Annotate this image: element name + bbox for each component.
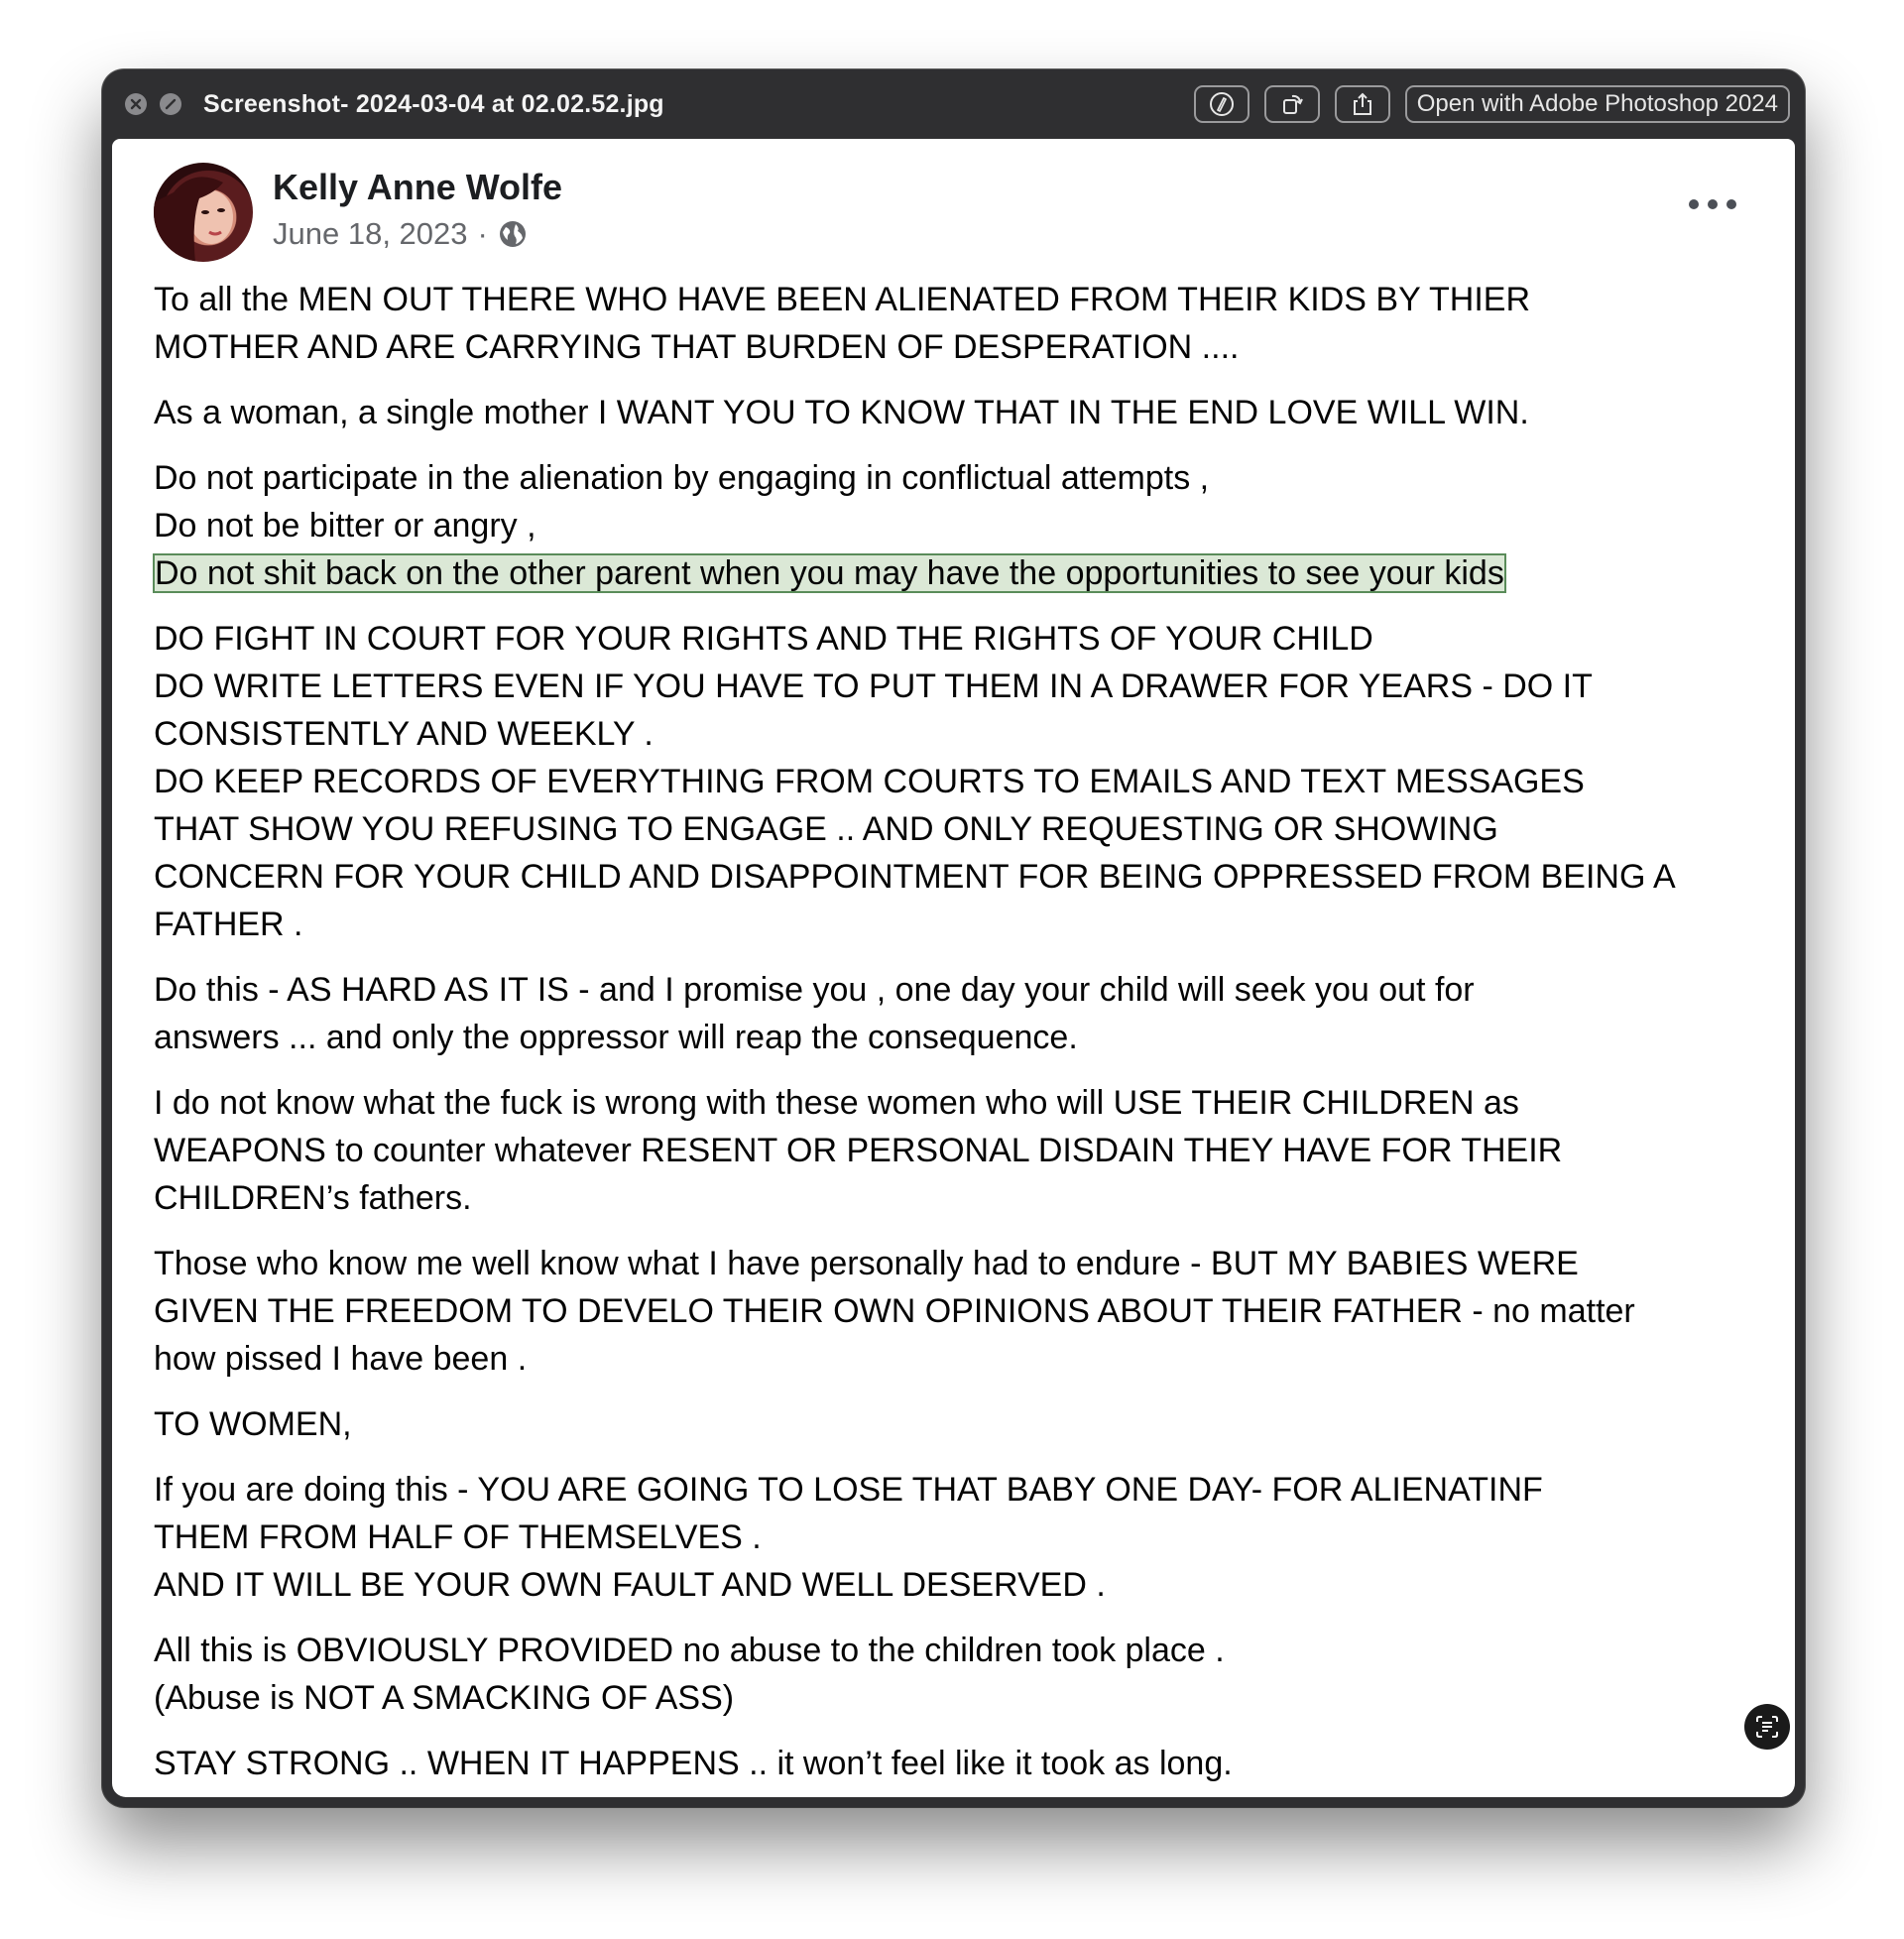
paragraph [154,1240,1770,1383]
more-icon-dot [1689,199,1699,209]
post-header [154,163,1740,272]
more-options-button[interactable] [1689,192,1736,216]
text-line: THAT SHOW YOU REFUSING TO ENGAGE .. AND ONLY REQUESTING OR SHOWING [154,810,1498,848]
title-bar [102,69,1805,139]
text-line: WEAPONS to counter whatever RESENT OR PERSONAL DISDAIN THEY HAVE FOR THEIR [154,1132,1563,1169]
paragraph [154,1627,1770,1722]
live-text-button[interactable] [1744,1704,1790,1750]
text-line: I do not know what the fuck is wrong with these women who will USE THEIR CHILDREN as [154,1084,1519,1122]
close-button[interactable] [125,93,147,115]
highlighted-text[interactable]: Do not shit back on the other parent when you may have the opportunities to see your kids [155,554,1504,592]
text-line: DO WRITE LETTERS EVEN IF YOU HAVE TO PUT THEM IN A DRAWER FOR YEARS - DO IT [154,667,1593,705]
minimize-icon [165,98,177,110]
text-line: Those who know me well know what I have personally had to endure - BUT MY BABIES WERE [154,1245,1579,1282]
minimize-button[interactable] [160,93,181,115]
text-line: CHILDREN’s fathers. [154,1179,472,1217]
rotate-icon [1279,91,1305,117]
rotate-button[interactable] [1264,85,1320,123]
text-line: AND IT WILL BE YOUR OWN FAULT AND WELL DESERVED . [154,1566,1106,1604]
avatar-portrait [154,163,253,262]
author-name[interactable]: Kelly Anne Wolfe [273,167,563,207]
text-line: TO WOMEN, [154,1405,352,1443]
share-icon [1350,91,1375,117]
paragraph [154,615,1770,948]
text-line: If you are doing this - YOU ARE GOING TO LOSE THAT BABY ONE DAY- FOR ALIENATINF [154,1471,1543,1509]
window-title: Screenshot- 2024-03-04 at 02.02.52.jpg [203,89,664,118]
window-controls [125,93,181,115]
more-icon-dot [1726,199,1736,209]
meta-separator: · [477,216,488,251]
quick-look-window [102,69,1805,1807]
paragraph [154,1079,1770,1222]
text-line: CONCERN FOR YOUR CHILD AND DISAPPOINTMENT FOR BEING OPPRESSED FROM BEING A [154,858,1676,896]
text-line: (Abuse is NOT A SMACKING OF ASS) [154,1679,735,1717]
share-button[interactable] [1335,85,1390,123]
paragraph [154,276,1770,371]
text-line: Do this - AS HARD AS IT IS - and I promise you , one day your child will seek you out for [154,971,1475,1009]
paragraph [154,389,1770,436]
paragraph [154,1740,1770,1787]
post-body [154,276,1770,1797]
text-line: FATHER . [154,906,303,943]
close-icon [130,98,142,110]
text-line: To all the MEN OUT THERE WHO HAVE BEEN ALIENATED FROM THEIR KIDS BY THIER [154,281,1531,318]
text-line: answers ... and only the oppressor will reap the consequence. [154,1019,1078,1056]
avatar[interactable] [154,163,253,262]
text-line: STAY STRONG .. WHEN IT HAPPENS .. it won’t feel like it took as long. [154,1745,1233,1782]
text-line [154,549,1770,597]
text-line: MOTHER AND ARE CARRYING THAT BURDEN OF DESPERATION .... [154,328,1240,366]
toolbar [1194,85,1790,123]
paragraph [154,1466,1770,1609]
post-meta [273,216,528,252]
globe-icon [498,219,528,249]
live-text-icon [1753,1713,1781,1741]
text-line: All this is OBVIOUSLY PROVIDED no abuse to the children took place . [154,1632,1225,1669]
text-line: Do not participate in the alienation by engaging in conflictual attempts , [154,459,1210,497]
more-icon-dot [1708,199,1718,209]
paragraph [154,966,1770,1061]
text-line: DO KEEP RECORDS OF EVERYTHING FROM COURTS TO EMAILS AND TEXT MESSAGES [154,763,1585,800]
markup-icon [1209,91,1235,117]
text-line: DO FIGHT IN COURT FOR YOUR RIGHTS AND THE RIGHTS OF YOUR CHILD [154,620,1373,658]
text-line: GIVEN THE FREEDOM TO DEVELO THEIR OWN OPINIONS ABOUT THEIR FATHER - no matter [154,1292,1635,1330]
paragraph [154,1400,1770,1448]
text-line: CONSISTENTLY AND WEEKLY . [154,715,654,753]
post-date[interactable]: June 18, 2023 [273,216,468,251]
paragraph [154,454,1770,597]
text-line: how pissed I have been . [154,1340,528,1378]
open-with-button[interactable]: Open with Adobe Photoshop 2024 [1405,85,1790,123]
markup-button[interactable] [1194,85,1250,123]
text-line: THEM FROM HALF OF THEMSELVES . [154,1518,762,1556]
preview-content [112,139,1795,1797]
text-line: Do not be bitter or angry , [154,507,536,545]
text-line: As a woman, a single mother I WANT YOU TO KNOW THAT IN THE END LOVE WILL WIN. [154,394,1529,431]
